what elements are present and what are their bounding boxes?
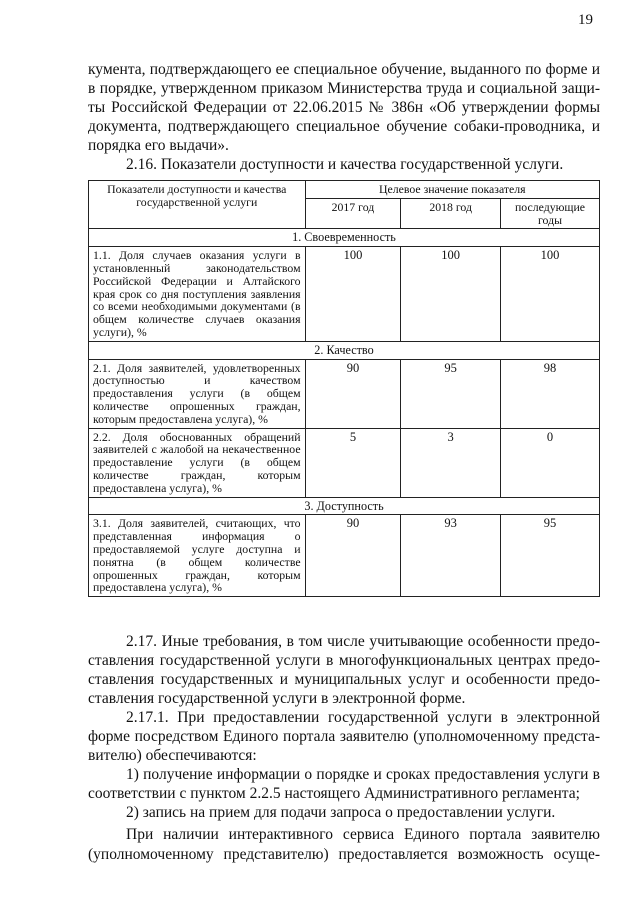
header-target-value: Целевое значение показателя [305,181,599,199]
table-row [89,247,600,342]
value-cell: 95 [401,359,501,428]
text-line: ставления государственных и муниципальных услуг и особенности предо- [88,671,600,688]
list-item-2: 2) запись на прием для подачи запроса о предоставлении услуги. [126,804,556,821]
text-line: вителю) обеспечиваются: [88,747,257,764]
group-title: 3. Доступность [89,497,600,515]
group-title: 2. Качество [89,341,600,359]
header-year: 2017 год [305,198,401,229]
value-cell: 5 [305,428,401,497]
indicator-cell: 2.2. Доля обоснованных обращений заявителей с жалобой на некачественное предоставление услуги (в общем количестве граждан, которым предоставлена услуга), % [89,428,306,497]
indicator-cell: 2.1. Доля заявителей, удовлетворенных доступностью и качеством предоставления услуги (в общем количестве опрошенных граждан, которым предоставлена услуга), % [89,359,306,428]
text-line: соответствии с пунктом 2.2.5 настоящего Административного регламента; [88,785,580,802]
page-number: 19 [578,12,593,28]
value-cell: 95 [501,515,600,597]
value-cell: 0 [501,428,600,497]
text-line: кумента, подтверждающего ее специальное обучение, выданного по форме и [88,61,600,78]
value-cell: 93 [401,515,501,597]
table-row [89,515,600,597]
group-row [89,497,600,515]
indicator-cell: 3.1. Доля заявителей, считающих, что представленная информация о предоставляемой услуге доступна и понятна (в общем количестве опрошенных граждан, которым предоставлена услуга), % [89,515,306,597]
text-line: 2.17. Иные требования, в том числе учитывающие особенности предо- [126,633,600,650]
text-line: форме посредством Единого портала заявителю (уполномоченному предста- [88,728,600,745]
value-cell: 3 [401,428,501,497]
header-year: 2018 год [401,198,501,229]
text-line: в порядке, утвержденном приказом Министерства труда и социальной защи- [88,80,600,97]
value-cell: 98 [501,359,600,428]
header-indicator: Показатели доступности и качества государственной услуги [89,181,306,229]
table-header-row [89,181,600,199]
table-row [89,359,600,428]
value-cell: 100 [401,247,501,342]
table-row [89,428,600,497]
group-title: 1. Своевременность [89,229,600,247]
value-cell: 100 [501,247,600,342]
indicator-cell: 1.1. Доля случаев оказания услуги в установленный законодательством Российской Федерации и Алтайского края срок со дня поступления заявления со всеми необходимыми документами (в общем количестве случаев оказания услуги), % [89,247,306,342]
section-heading-2-16: 2.16. Показатели доступности и качества государственной услуги. [126,156,564,173]
text-line: документа, подтверждающего специальное обучение собаки-проводника, и [88,118,600,135]
text-line: ставления государственной услуги в многофункциональных центрах предо- [88,652,600,669]
text-line: ставления государственной услуги в электронной форме. [88,690,466,707]
text-line: 1) получение информации о порядке и сроках предоставления услуги в [126,766,600,783]
value-cell: 100 [305,247,401,342]
text-line: 2.17.1. При предоставлении государственной услуги в электронной [126,709,600,726]
text-line: (уполномоченному представителю) предоставляется возможность осуще- [88,846,600,863]
indicators-table [88,180,600,597]
value-cell: 90 [305,515,401,597]
header-year: последующие годы [501,198,600,229]
text-line: При наличии интерактивного сервиса Единого портала заявителю [126,826,600,843]
group-row [89,229,600,247]
group-row [89,341,600,359]
text-line: порядка его выдачи». [88,137,229,154]
value-cell: 90 [305,359,401,428]
text-line: ты Российской Федерации от 22.06.2015 № 386н «Об утверждении формы [88,99,600,116]
